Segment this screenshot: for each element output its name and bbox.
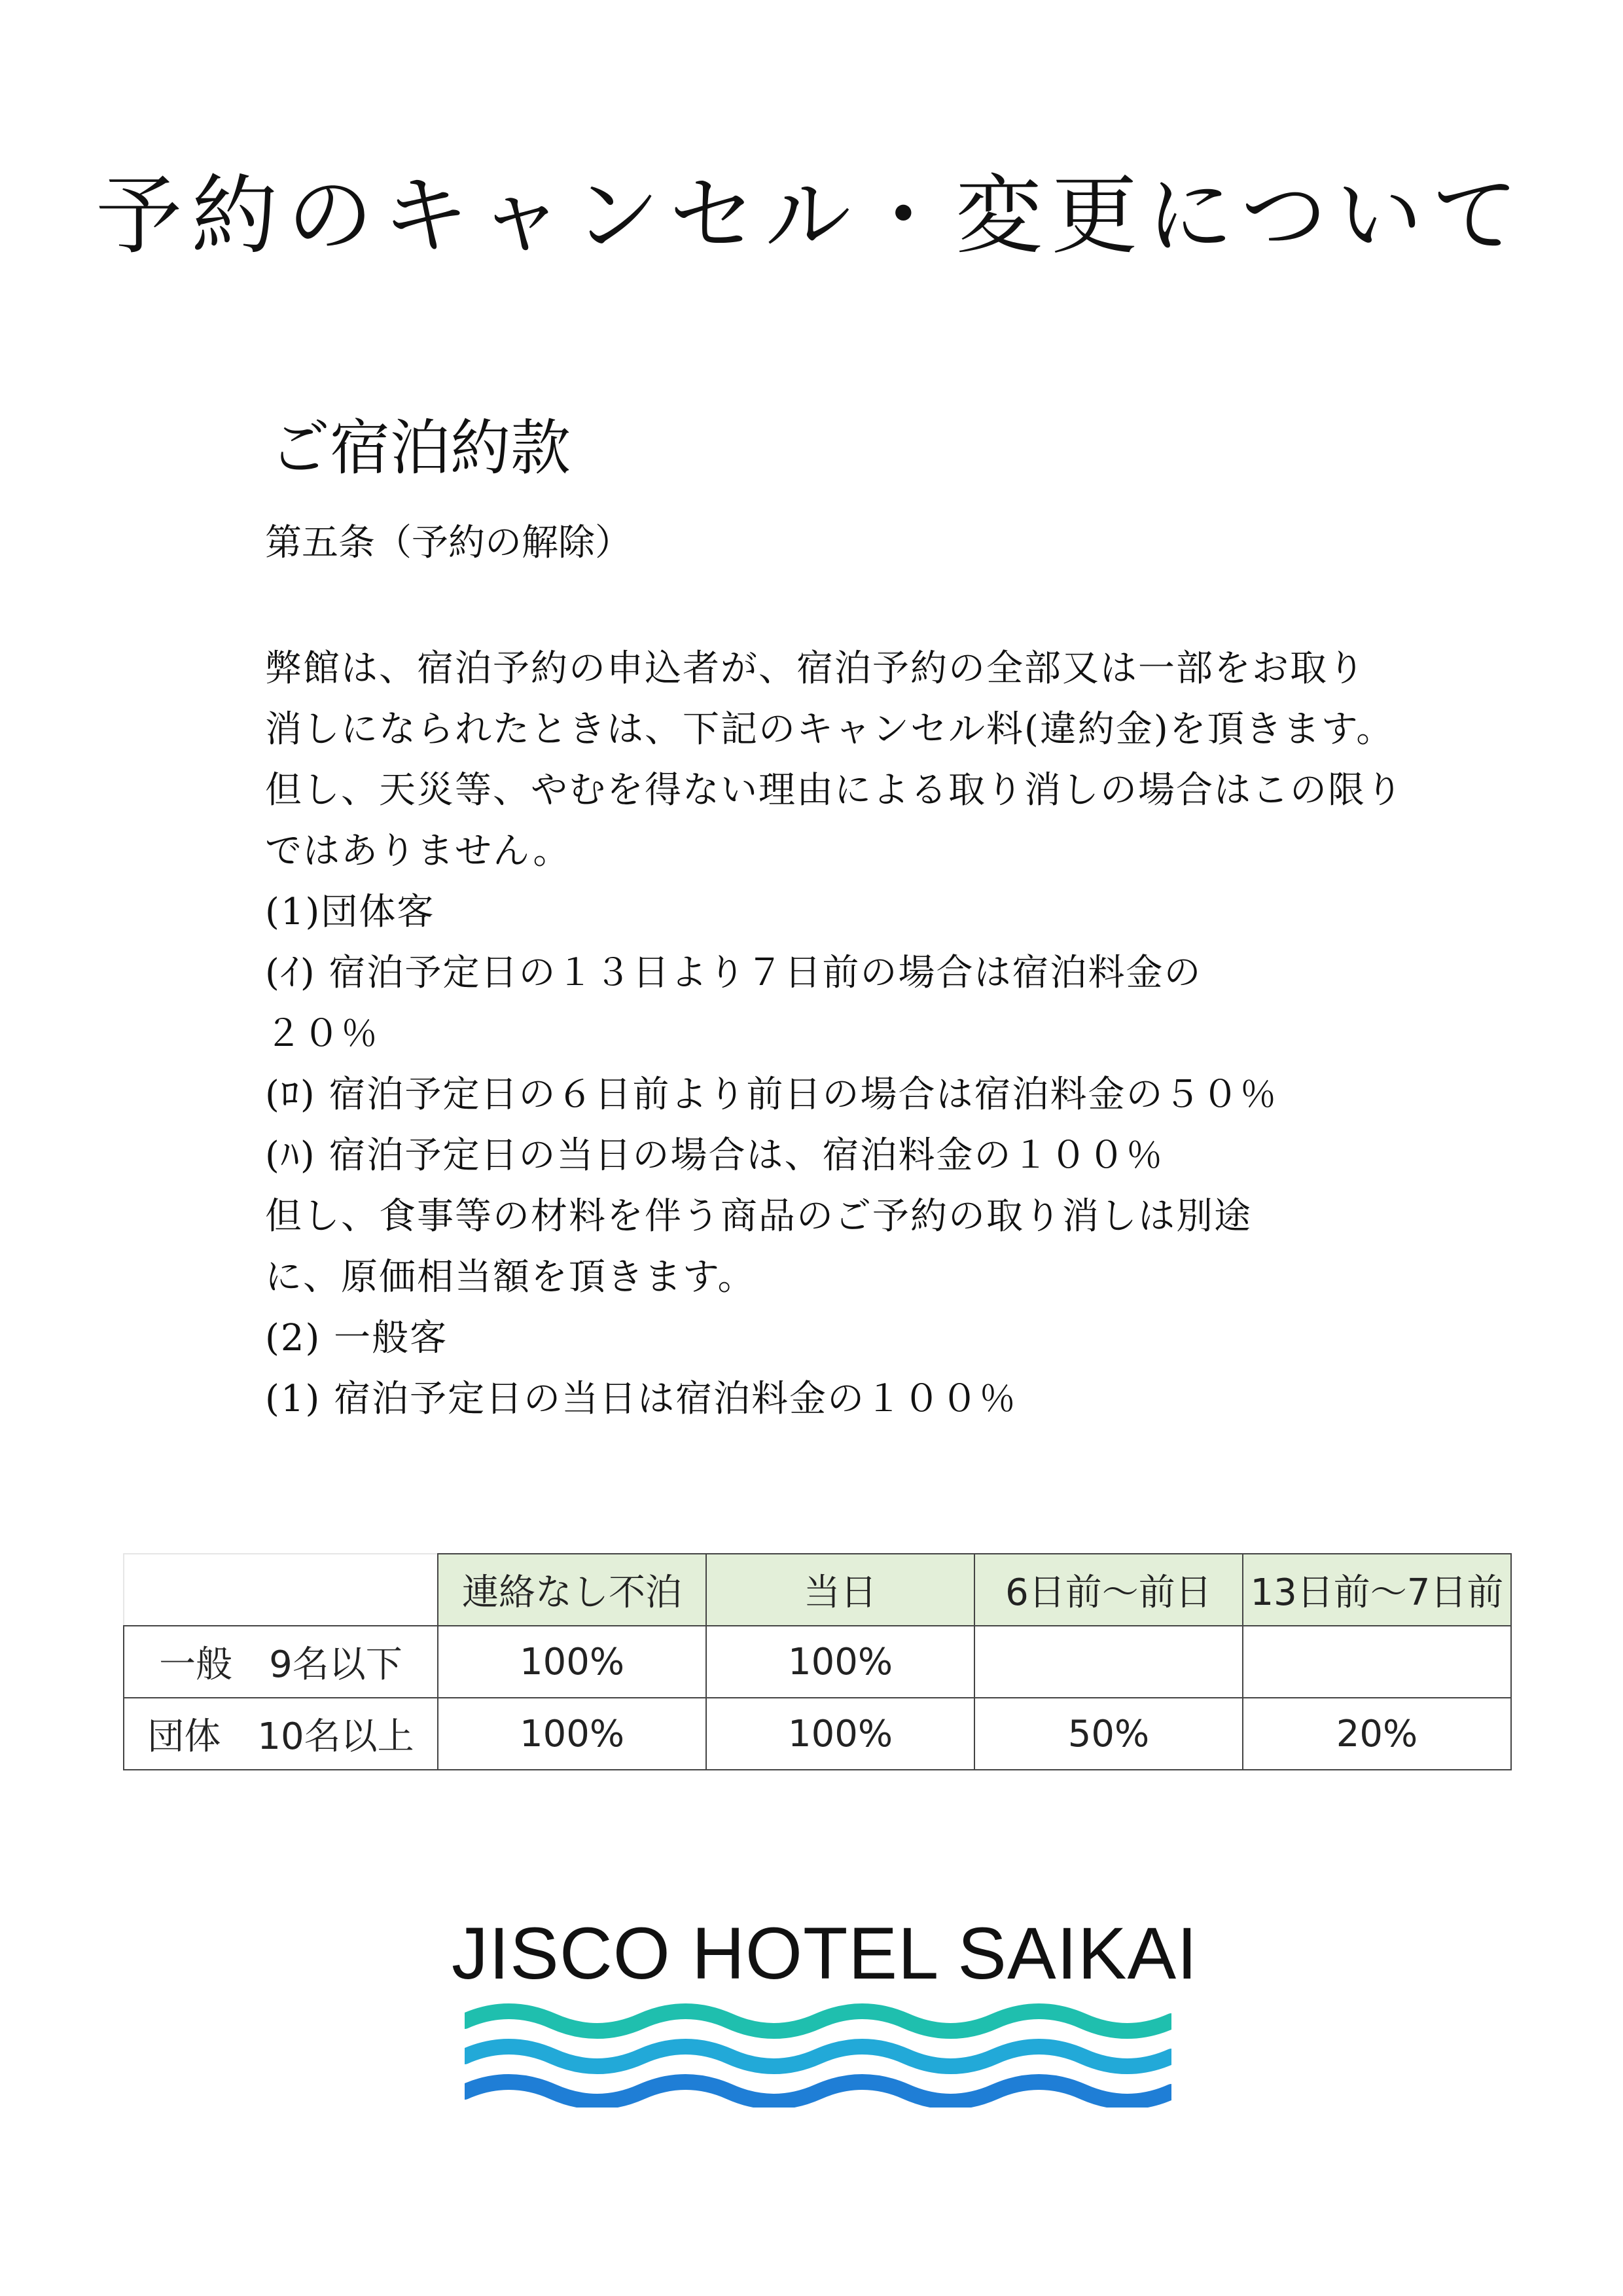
table-row [124, 1698, 1511, 1770]
header-no-show: 連絡なし不泊 [438, 1554, 706, 1626]
table-row [124, 1626, 1511, 1698]
page-title: 予約のキャンセル・変更について [96, 166, 1527, 266]
table-corner-cell [124, 1554, 438, 1626]
wave-line-top [465, 2011, 1171, 2031]
header-same-day: 当日 [706, 1554, 974, 1626]
body-line: (ﾊ) 宿泊予定日の当日の場合は、宿泊料金の１００％ [265, 1134, 1164, 1177]
wave-line-bottom [465, 2082, 1171, 2102]
body-line: に、原価相当額を頂きます。 [265, 1256, 756, 1299]
table-cell: 100% [438, 1626, 706, 1698]
body-line: 但し、食事等の材料を伴う商品のご予約の取り消しは別途 [265, 1195, 1252, 1238]
hotel-logo [452, 1911, 1198, 2108]
body-line: 消しになられたときは、下記のキャンセル料(違約金)を頂きます。 [265, 708, 1395, 751]
table-header-row [124, 1554, 1511, 1626]
body-line: 但し、天災等、やむを得ない理由による取り消しの場合はこの限り [265, 769, 1404, 812]
logo-text: JISCO HOTEL SAIKAI [452, 1912, 1198, 1994]
table-cell: 100% [706, 1626, 974, 1698]
row-label-group: 団体 10名以上 [124, 1698, 438, 1770]
article-heading: 第五条（予約の解除） [265, 522, 632, 564]
body-line: (2) 一般客 [265, 1317, 448, 1359]
header-13-days-before: 13日前～7日前 [1243, 1554, 1511, 1626]
table-cell: 20% [1243, 1698, 1511, 1770]
body-line: 弊館は、宿泊予約の申込者が、宿泊予約の全部又は一部をお取り [265, 647, 1366, 690]
wave-line-middle [465, 2047, 1171, 2066]
article-body [265, 638, 1404, 1429]
table-cell: 100% [706, 1698, 974, 1770]
section-title: ご宿泊約款 [270, 413, 571, 483]
body-line: (ﾛ) 宿泊予定日の６日前より前日の場合は宿泊料金の５０％ [265, 1073, 1278, 1116]
header-6-days-before: 6日前～前日 [974, 1554, 1243, 1626]
table-cell: 50% [974, 1698, 1243, 1770]
table-cell [1243, 1626, 1511, 1698]
wave-logo-icon [465, 2003, 1171, 2108]
body-line: ２０％ [265, 1013, 379, 1055]
body-line: (1) 宿泊予定日の当日は宿泊料金の１００％ [265, 1378, 1018, 1420]
cancellation-fee-table [123, 1553, 1512, 1770]
body-line: ではありません。 [265, 830, 571, 872]
table-cell [974, 1626, 1243, 1698]
body-line: (1)団体客 [265, 891, 435, 933]
body-line: (ｲ) 宿泊予定日の１３日より７日前の場合は宿泊料金の [265, 952, 1202, 994]
table-cell: 100% [438, 1698, 706, 1770]
row-label-general: 一般 9名以下 [124, 1626, 438, 1698]
